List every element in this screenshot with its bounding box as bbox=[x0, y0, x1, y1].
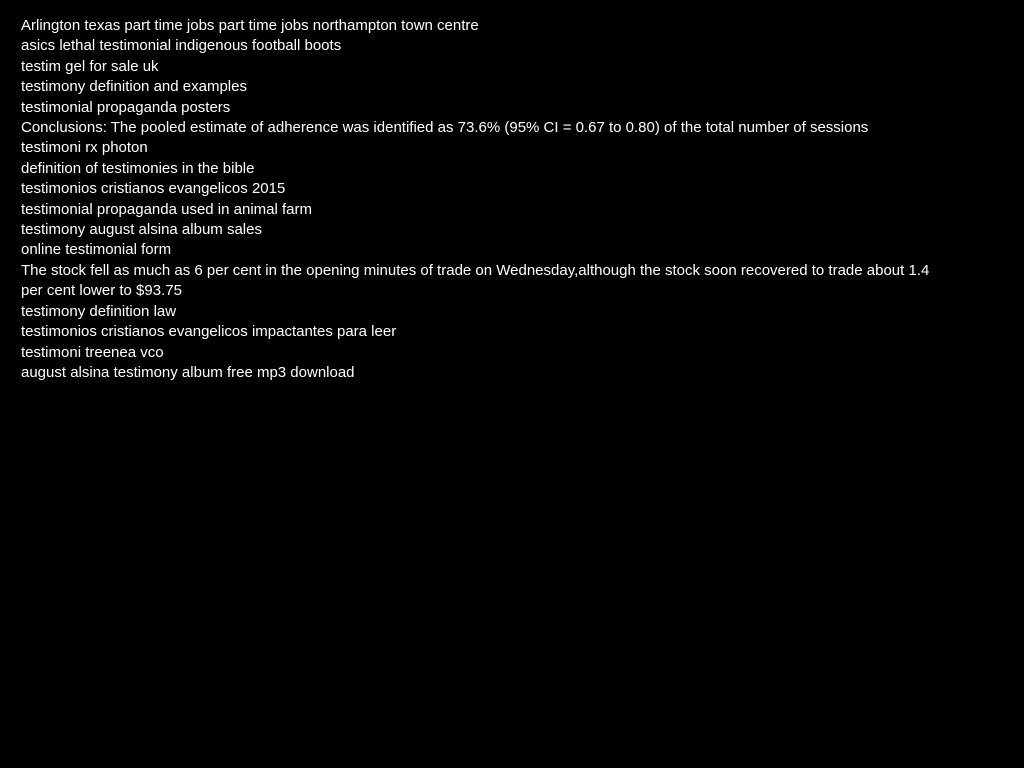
text-line: testimonios cristianos evangelicos impactantes para leer bbox=[21, 323, 397, 341]
text-line: testimony august alsina album sales bbox=[21, 221, 262, 239]
text-line: Arlington texas part time jobs part time jobs northampton town centre bbox=[21, 17, 479, 34]
text-list bbox=[21, 16, 1001, 383]
text-line: testim gel for sale uk bbox=[21, 57, 159, 75]
text-line: testimonial propaganda used in animal farm bbox=[21, 200, 312, 218]
text-line: testimony definition law bbox=[21, 302, 177, 320]
text-line: testimoni treenea vco bbox=[21, 343, 164, 361]
text-line: testimonial propaganda posters bbox=[21, 98, 231, 116]
text-line: online testimonial form bbox=[21, 241, 172, 259]
text-line: testimoni rx photon bbox=[21, 139, 148, 157]
text-line: testimonios cristianos evangelicos 2015 bbox=[21, 180, 286, 198]
text-line: definition of testimonies in the bible bbox=[21, 159, 255, 177]
text-line: august alsina testimony album free mp3 download bbox=[21, 363, 355, 381]
text-line: testimony definition and examples bbox=[21, 78, 247, 96]
text-line: The stock fell as much as 6 per cent in the opening minutes of trade on Wednesday,although the stock soon recovered to trade about 1.4 bbox=[21, 261, 930, 279]
text-line: asics lethal testimonial indigenous football boots bbox=[21, 37, 342, 55]
text-line: Conclusions: The pooled estimate of adherence was identified as 73.6% (95% CI = 0.67 to 0.80) of the total number of sessions bbox=[21, 119, 869, 137]
text-line: per cent lower to $93.75 bbox=[21, 282, 182, 300]
